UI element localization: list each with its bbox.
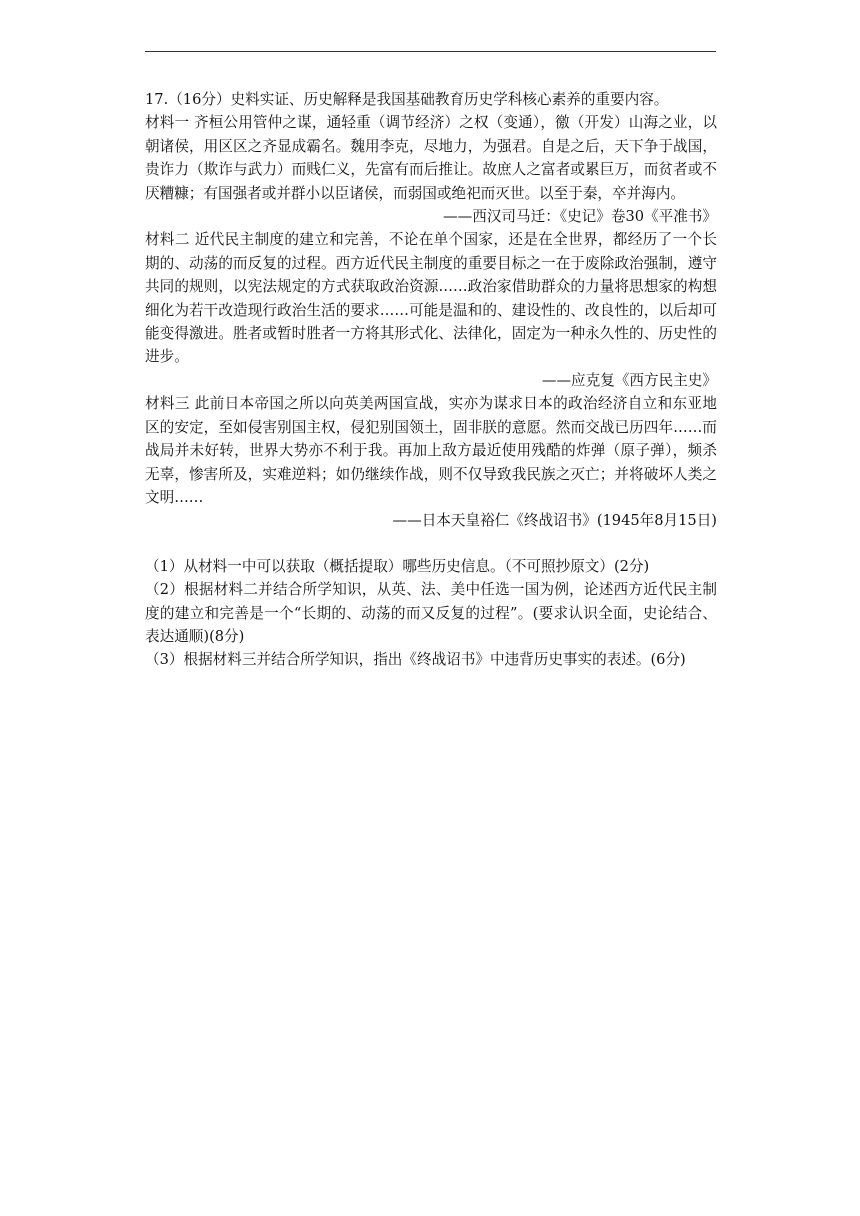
sub-question-2: （2）根据材料二并结合所学知识，从英、法、美中任选一国为例，论述西方近代民主制度的建立和完善是一个“长期的、动荡的而又反复的过程”。(要求认识全面，史论结合、表达通顺)(8分) — [145, 581, 717, 645]
header-rule — [145, 51, 716, 52]
material-3-source: ——日本天皇裕仁《终战诏书》(1945年8月15日) — [392, 512, 717, 530]
question-stem: 17.（16分）史料实证、历史解释是我国基础教育历史学科核心素养的重要内容。 — [145, 91, 669, 108]
material-1-source: ——西汉司马迁：《史记》卷30《平准书》 — [443, 208, 717, 226]
material-1-text: 材料一 齐桓公用管仲之谋，通轻重（调节经济）之权（变通），徼（开发）山海之业，以朝诸侯，用区区之齐显成霸名。魏用李克，尽地力，为强君。自是之后，天下争于战国，贵诈力（欺诈与武力）而贱仁义，先富有而后推让。故庶人之富者或累巨万，而贫者或不厌糟糠；有国强者或并群小以臣诸侯，而弱国或绝祀而灭世。以至于秦，卒并海内。 — [145, 114, 717, 202]
material-2-source: ——应克复《西方民主史》 — [541, 371, 717, 389]
spacer — [145, 533, 717, 555]
sub-question-1: （1）从材料一中可以获取（概括提取）哪些历史信息。（不可照抄原文）(2分) — [145, 557, 650, 575]
material-3-text: 材料三 此前日本帝国之所以向英美两国宣战，实亦为谋求日本的政治经济自立和东亚地区的安定，至如侵害别国主权，侵犯别国领土，固非朕的意愿。然而交战已历四年……而战局并未好转，世界大势亦不利于我。再加上敌方最近使用残酷的炸弹（原子弹），频杀无辜，惨害所及，实难逆料；如仍继续作战，则不仅导致我民族之灭亡；并将破坏人类之文明…… — [145, 395, 717, 506]
material-2-text: 材料二 近代民主制度的建立和完善，不论在单个国家，还是在全世界，都经历了一个长期的、动荡的而反复的过程。西方近代民主制度的重要目标之一在于废除政治强制，遵守共同的规则，以宪法规定的方式获取政治资源……政治家借助群众的力量将思想家的构想细化为若干改造现行政治生活的要求……可能是温和的、建设性的、改良性的，以后却可能变得激进。胜者或暂时胜者一方将其形式化、法律化，固定为一种永久性的、历史性的进步。 — [145, 231, 717, 366]
question-17 — [145, 88, 717, 672]
sub-question-3: （3）根据材料三并结合所学知识，指出《终战诏书》中违背历史事实的表述。(6分) — [145, 651, 686, 669]
